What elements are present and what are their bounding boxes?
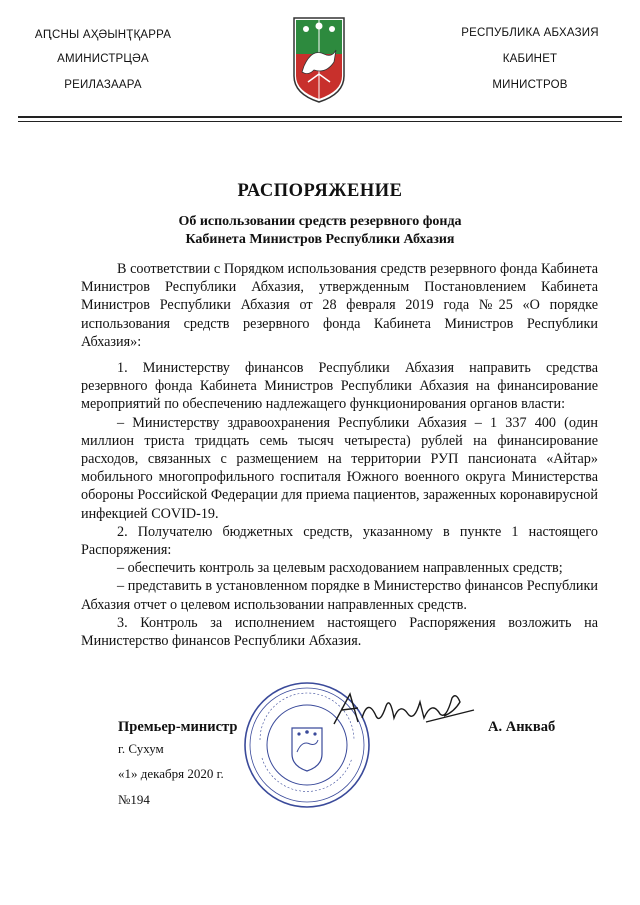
- document-city: г. Сухум: [118, 741, 164, 756]
- item-3-paragraph: 3. Контроль за исполнением настоящего Распоряжения возложить на Министерство финансов Республики Абхазия.: [81, 614, 598, 650]
- item-1-paragraph: 1. Министерству финансов Республики Абхазия направить средства резервного фонда Кабинета Министров Республики Абхазия на финансирование мероприятий по обеспечению надлежащего функционирования органов власти:: [81, 360, 598, 413]
- header-left-line-3: РЕИЛАЗААРА: [64, 79, 142, 91]
- header-right-block: [440, 27, 620, 105]
- header-left-block: [18, 27, 188, 105]
- header-right-line-3: МИНИСТРОВ: [492, 79, 568, 91]
- document-number: №194: [118, 792, 150, 807]
- header-right-line-2: КАБИНЕТ: [502, 53, 558, 65]
- header-right-line-1: РЕСПУБЛИКА АБХАЗИЯ: [461, 27, 599, 39]
- document-subtitle-line-2: Кабинета Министров Республики Абхазия: [185, 232, 455, 247]
- signatory-name: А. Анкваб: [488, 719, 556, 735]
- item-2-subitem-1: – обеспечить контроль за целевым расходованием направленных средств;: [117, 560, 563, 577]
- document-body: [81, 260, 598, 650]
- signatory-role: Премьер-министр: [118, 719, 238, 735]
- document-subtitle: [0, 213, 640, 249]
- preamble-paragraph: В соответствии с Порядком использования средств резервного фонда Кабинета Министров Республики Абхазия, утвержденным Постановлением Кабинета Министров Республики Абхазия от 28 февраля 2019 года №25 «О порядке использования средств резервного фонда Кабинета Министров Республики Абхазия»:: [81, 261, 598, 350]
- abkhazia-emblem-icon: [288, 14, 350, 104]
- document-date: «1» декабря 2020 г.: [118, 766, 224, 781]
- header-divider-thin: [18, 121, 622, 122]
- item-2-subitem-2: – представить в установленном порядке в Министерство финансов Республики Абхазия отчет о целевом использовании направленных средств.: [81, 578, 598, 613]
- item-1-subitem: – Министерству здравоохранения Республики Абхазия – 1 337 400 (один миллион триста тридцать семь тысяч четыреста) рублей на финансирование расходов, связанных с размещением на территории РУП пансионата «Айтар» мобильного многопрофильного госпиталя Южного военного округа Министерства обороны Российской Федерации для приема пациентов, зараженных коронавирусной инфекцией COVID-19.: [81, 414, 598, 522]
- handwritten-signature: [328, 688, 478, 732]
- document-subtitle-line-1: Об использовании средств резервного фонда: [178, 214, 462, 229]
- header-left-line-2: АМИНИСТРЦӘА: [57, 53, 149, 65]
- header-divider-thick: [18, 116, 622, 118]
- document-title: РАСПОРЯЖЕНИЕ: [237, 181, 403, 201]
- item-2-paragraph: 2. Получателю бюджетных средств, указанному в пункте 1 настоящего Распоряжения:: [81, 523, 598, 559]
- header-left-line-1: АԤСНЫ АҲӘЫНҬҚАРРА: [34, 29, 172, 41]
